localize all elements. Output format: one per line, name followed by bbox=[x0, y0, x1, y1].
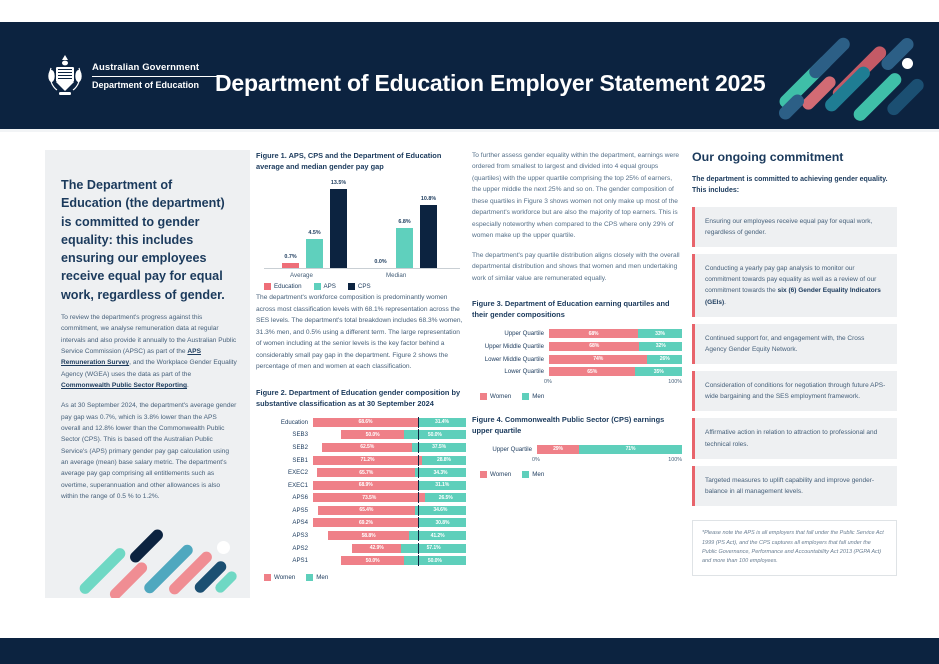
commitment-text-6: Targeted measures to uplift capability and improve gender-balance in all management levels. bbox=[705, 476, 875, 495]
figure2-row-aps1 bbox=[256, 555, 466, 566]
figure3-axis-min: 0% bbox=[544, 378, 552, 385]
figure2-chart bbox=[256, 417, 466, 582]
figure2-segment-women-aps4 bbox=[313, 518, 419, 527]
figure2-segment-women-seb1 bbox=[313, 456, 422, 465]
figure3-value-men-lower: 35% bbox=[653, 368, 664, 375]
figure3-title: Figure 3. Department of Education earning quartiles and their gender compositions bbox=[472, 299, 670, 320]
figure2-value-men-aps3: 41.2% bbox=[430, 532, 445, 539]
figure2-row-aps2 bbox=[256, 543, 466, 554]
figure2-segment-women-exec1 bbox=[313, 481, 418, 490]
figure1-legend-label-aps: APS bbox=[323, 283, 336, 291]
figure4-row-upper-quartile bbox=[472, 444, 682, 455]
figure1-label-education-average: 0.7% bbox=[284, 254, 297, 261]
figure1-bar-aps-median bbox=[396, 219, 413, 268]
figure2-label-seb2: SEB2 bbox=[292, 443, 308, 451]
figure2-row-aps3 bbox=[256, 530, 466, 541]
wordmark-divider bbox=[92, 76, 220, 77]
figure2-label-aps2: APS2 bbox=[292, 544, 308, 552]
commitment-text-1: Ensuring our employees receive equal pay for equal work, regardless of gender. bbox=[705, 217, 873, 236]
figure2-track-aps6 bbox=[313, 493, 466, 502]
figure2-segment-women-seb3 bbox=[341, 430, 403, 439]
figure4-track-upper-quartile bbox=[537, 445, 682, 454]
figure3-segment-men-lower bbox=[635, 367, 682, 376]
figure3-segment-men-upper bbox=[638, 329, 682, 338]
figure2-value-men-aps1: 50.0% bbox=[427, 557, 442, 564]
figure2-segment-men-exec2 bbox=[415, 468, 466, 477]
figure1-bar-cps-median bbox=[420, 196, 437, 268]
figure2-track-aps2 bbox=[313, 544, 466, 553]
left-p1-part-c: . bbox=[187, 381, 189, 389]
panel-decorative-stripes bbox=[45, 511, 250, 598]
figure1-label-aps-median: 6.8% bbox=[398, 219, 411, 226]
figure2-row-seb2 bbox=[256, 442, 466, 453]
figure2-segment-women-aps3 bbox=[328, 531, 409, 540]
figure1-legend-aps bbox=[314, 283, 336, 290]
figure2-segment-women-aps6 bbox=[313, 493, 425, 502]
figure2-value-men-exec2: 34.3% bbox=[433, 469, 448, 476]
third-paragraph-2: The department's pay quartile distribution aligns closely with the overall departmental distribution and shows that women and men undertaking work of similar value are remunerated equally. bbox=[472, 251, 680, 282]
figure2-row-aps4 bbox=[256, 517, 466, 528]
figure4-axis-min: 0% bbox=[532, 456, 540, 463]
figure4-axis-max: 100% bbox=[668, 456, 682, 463]
figure2-label-aps5: APS5 bbox=[292, 506, 308, 514]
figure4-value-women-upper: 29% bbox=[553, 446, 563, 453]
left-p1-part-b: , and the Workplace Gender Equality Agency (WGEA) uses the data as part of the bbox=[61, 359, 237, 378]
page-footer bbox=[0, 638, 939, 664]
figure1-legend-label-education: Education bbox=[274, 283, 302, 291]
figure1-title: Figure 1. APS, CPS and the Department of Education average and median gender pay gap bbox=[256, 151, 442, 172]
figure2-value-women-exec2: 65.7% bbox=[359, 469, 374, 476]
figure2-value-women-aps3: 58.8% bbox=[361, 532, 376, 539]
lead-statement: The Department of Education (the department) is committed to gender equality: this includes ensuring our employees receive equal pay for equal work, regardless of gender. bbox=[61, 178, 225, 302]
figure1-x-axis bbox=[264, 268, 460, 269]
figure3-value-women-upper-middle: 68% bbox=[589, 343, 600, 350]
figure2-legend-label-women: Women bbox=[274, 574, 296, 582]
commitment-text-2 bbox=[705, 263, 887, 308]
figure1-legend-label-cps: CPS bbox=[357, 283, 371, 291]
figure3-legend-men bbox=[522, 393, 544, 400]
figure2-segment-women-seb2 bbox=[322, 443, 412, 452]
figure2-track-aps4 bbox=[313, 518, 466, 527]
figure2-segment-men-aps4 bbox=[419, 518, 466, 527]
government-wordmark bbox=[92, 62, 220, 91]
figure2-segment-women-exec2 bbox=[317, 468, 415, 477]
figure2-title: Figure 2. Department of Education gender composition by substantive classification as at 30 September 2024 bbox=[256, 387, 461, 408]
figure3-segment-women-lower-middle bbox=[549, 355, 647, 364]
figure1-category-average: Average bbox=[290, 272, 313, 280]
figure2-track-seb2 bbox=[313, 443, 466, 452]
figure2-track-aps3 bbox=[313, 531, 466, 540]
column-figures-3-4 bbox=[472, 150, 683, 478]
commitment-item-5 bbox=[692, 418, 897, 458]
figure1-legend-education bbox=[264, 283, 302, 290]
middle-paragraph-1: The department's workforce composition is predominantly women across most classification levels with 68.1% representation across the SES levels. The department's total breakdown includes 68.3% women, 31.3% men, and 0.5% using a different term. The large representation of women including at the senior levels is the key factor behind a considerably small pay gap in the department. Figure 2 shows the percentage of men and women at each classification. bbox=[256, 294, 463, 371]
legend-swatch-women bbox=[264, 574, 271, 581]
figure2-value-men-education: 31.4% bbox=[434, 419, 449, 426]
column-figures-1-2 bbox=[256, 150, 466, 581]
legend-swatch-women bbox=[480, 393, 487, 400]
figure2-label-aps6: APS6 bbox=[292, 494, 308, 502]
figure3-segment-men-upper-middle bbox=[639, 342, 682, 351]
legend-swatch-women bbox=[480, 471, 487, 478]
figure2-row-aps6 bbox=[256, 492, 466, 503]
figure2-track-seb1 bbox=[313, 456, 466, 465]
figure2-track-exec1 bbox=[313, 481, 466, 490]
figure1-group-average bbox=[282, 180, 347, 268]
figure2-value-men-seb2: 37.5% bbox=[432, 444, 447, 451]
legend-swatch-cps bbox=[348, 283, 355, 290]
commitment-text-3: Continued support for, and engagement with, the Cross Agency Gender Equity Network. bbox=[705, 334, 865, 353]
figure3-label-upper-quartile: Upper Quartile bbox=[504, 330, 544, 338]
figure2-value-men-seb3: 50.0% bbox=[427, 431, 442, 438]
column-left bbox=[45, 150, 250, 598]
figure1-category-labels bbox=[264, 270, 460, 282]
figure3-value-men-upper: 33% bbox=[655, 330, 665, 337]
figure2-segment-men-aps2 bbox=[401, 544, 466, 553]
figure3-label-lower-quartile: Lower Quartile bbox=[504, 368, 544, 376]
figure2-label-exec1: EXEC1 bbox=[288, 481, 308, 489]
figure4-legend-women bbox=[480, 471, 511, 478]
figure1-chart bbox=[256, 180, 466, 292]
figure2-track-aps5 bbox=[313, 506, 466, 515]
figure2-segment-women-aps2 bbox=[352, 544, 401, 553]
figure2-segment-women-education bbox=[313, 418, 418, 427]
figure1-legend-cps bbox=[348, 283, 371, 290]
figure3-label-upper-middle-quartile: Upper Middle Quartile bbox=[484, 342, 544, 350]
left-p1-part-a: To review the department's progress against this commitment, we analyse remuneration data at regular intervals and also provide it annually to the Australian Public Service Commission (APSC) as part of the bbox=[61, 314, 237, 355]
legend-swatch-men bbox=[306, 574, 313, 581]
figure2-value-women-education: 68.6% bbox=[358, 419, 373, 426]
figure3-track-upper-quartile bbox=[549, 329, 682, 338]
figure2-segment-men-seb1 bbox=[422, 456, 466, 465]
commitment-item-4 bbox=[692, 371, 897, 411]
figure4-legend-label-women: Women bbox=[490, 470, 512, 478]
intro-panel bbox=[45, 150, 250, 598]
figure2-segment-men-education bbox=[418, 418, 466, 427]
figure3-value-women-lower-middle: 74% bbox=[593, 356, 604, 363]
figure2-label-aps3: APS3 bbox=[292, 532, 308, 540]
figure1-label-cps-median: 10.8% bbox=[420, 196, 437, 203]
figure1-label-education-median: 0.0% bbox=[374, 258, 387, 265]
figure2-track-aps1 bbox=[313, 556, 466, 565]
figure4-value-men-upper: 71% bbox=[625, 446, 636, 453]
figure3-legend-label-women: Women bbox=[490, 392, 512, 400]
figure2-row-seb1 bbox=[256, 455, 466, 466]
figure2-value-men-aps5: 34.6% bbox=[433, 507, 448, 514]
figure1-bar-cps-average bbox=[330, 180, 347, 268]
figure2-value-women-seb3: 50.0% bbox=[365, 431, 380, 438]
figure2-legend-women bbox=[264, 574, 295, 581]
figure3-segment-men-lower-middle bbox=[647, 355, 682, 364]
figure2-segment-men-seb3 bbox=[404, 430, 466, 439]
page-header bbox=[0, 22, 939, 129]
figure4-axis bbox=[472, 457, 682, 463]
figure3-label-lower-middle-quartile: Lower Middle Quartile bbox=[484, 355, 544, 363]
figure3-value-men-upper-middle: 32% bbox=[655, 343, 666, 350]
figure4-segment-women-upper bbox=[537, 445, 579, 454]
legend-swatch-education bbox=[264, 283, 271, 290]
figure1-group-median bbox=[372, 196, 437, 268]
figure2-segment-women-aps1 bbox=[341, 556, 403, 565]
figure3-segment-women-lower bbox=[549, 367, 635, 376]
legend-swatch-aps bbox=[314, 283, 321, 290]
figure3-track-lower-middle-quartile bbox=[549, 355, 682, 364]
figure2-value-men-exec1: 31.1% bbox=[435, 482, 450, 489]
header-underline bbox=[0, 129, 939, 132]
commitment-text-2-bold: six (6) Gender Equality Indicators (GEIs) bbox=[705, 287, 881, 306]
figure2-segment-men-aps5 bbox=[415, 506, 466, 515]
left-paragraph-1 bbox=[61, 312, 237, 391]
australian-government-crest-icon bbox=[45, 54, 85, 98]
figure4-label-upper-quartile: Upper Quartile bbox=[492, 445, 532, 453]
figure2-label-seb1: SEB1 bbox=[292, 456, 308, 464]
footnote-box bbox=[692, 520, 897, 576]
figure2-value-men-aps4: 30.8% bbox=[435, 519, 450, 526]
figure4-legend-men bbox=[522, 471, 544, 478]
figure2-value-men-seb1: 28.8% bbox=[436, 457, 451, 463]
commitment-text-5: Affirmative action in relation to attraction to professional and technical roles. bbox=[705, 429, 878, 448]
figure2-value-women-seb1: 71.2% bbox=[360, 457, 375, 463]
figure3-legend-label-men: Men bbox=[532, 392, 545, 400]
figure2-row-exec1 bbox=[256, 480, 466, 491]
left-body-copy bbox=[61, 312, 237, 511]
figure2-label-aps4: APS4 bbox=[292, 519, 308, 527]
figure2-legend-label-men: Men bbox=[316, 574, 329, 582]
commitment-text-2-b: . bbox=[724, 298, 726, 306]
figure3-legend-women bbox=[480, 393, 511, 400]
header-decorative-stripes bbox=[779, 22, 939, 129]
figure2-segment-men-aps6 bbox=[425, 493, 466, 502]
figure3-segment-women-upper-middle bbox=[549, 342, 639, 351]
legend-swatch-men bbox=[522, 393, 529, 400]
figure2-segment-men-aps1 bbox=[404, 556, 466, 565]
figure3-value-women-lower: 65% bbox=[587, 368, 598, 375]
legend-swatch-men bbox=[522, 471, 529, 478]
figure4-title: Figure 4. Commonwealth Public Sector (CPS) earnings upper quartile bbox=[472, 414, 665, 435]
figure2-value-men-aps6: 26.5% bbox=[438, 494, 453, 501]
figure1-bar-aps-average bbox=[306, 230, 323, 268]
figure2-row-exec2 bbox=[256, 467, 466, 478]
figure2-value-men-aps2: 57.1% bbox=[426, 545, 441, 552]
figure2-row-education bbox=[256, 417, 466, 428]
figure2-row-aps5 bbox=[256, 505, 466, 516]
figure1-legend bbox=[264, 283, 371, 290]
gov-line-2: Department of Education bbox=[92, 79, 200, 90]
figure3-axis bbox=[472, 379, 682, 385]
figure2-label-aps1: APS1 bbox=[292, 557, 308, 565]
figure4-segment-men-upper bbox=[579, 445, 682, 454]
figure2-value-women-seb2: 62.5% bbox=[360, 444, 375, 451]
footnote-text: *Please note the APS is all employers that fall under the Public Service Act 1999 (PS Act), and the CPS captures all employers that fall under the Public Governance, Performance and Accountability Act 2013 (PGPA Act) and more than 100 employees. bbox=[702, 530, 884, 565]
figure3-value-women-upper: 68% bbox=[588, 330, 599, 337]
page-title: Department of Education Employer Statement 2025 bbox=[215, 70, 766, 96]
figure3-legend bbox=[472, 393, 682, 400]
figure2-label-education: Education bbox=[280, 418, 308, 426]
third-paragraph-1: To further assess gender equality within the department, earnings were ordered from smallest to largest and divided into 4 equal groups (quartiles) with the upper quartile comprising the top 25% of earners, the upper middle the next 25% and so on. The gender composition of these quartiles in Figure 3 shows women not only make up most of the department's workforce but are also the majority of top earners. This is especially noteworthy when compared to the CPS where only 29% of women make up the upper quartile. bbox=[472, 152, 680, 240]
figure2-legend bbox=[256, 574, 466, 581]
figure2-label-seb3: SEB3 bbox=[292, 431, 308, 439]
figure2-track-exec2 bbox=[313, 468, 466, 477]
figure3-row-lower-quartile bbox=[472, 366, 682, 377]
commitment-text-2-a: Conducting a yearly pay gap analysis to monitor our commitment towards pay equality as well as a review of our commitment towards the bbox=[705, 265, 877, 295]
commitment-text-4: Consideration of conditions for negotiation through future APS-wide bargaining and the SES employment framework. bbox=[705, 382, 886, 401]
figure2-segment-men-exec1 bbox=[418, 481, 466, 490]
figure2-segment-men-seb2 bbox=[412, 443, 466, 452]
figure3-track-lower-quartile bbox=[549, 367, 682, 376]
figure3-row-upper-middle-quartile bbox=[472, 341, 682, 352]
figure3-segment-women-upper bbox=[549, 329, 638, 338]
figure2-label-exec2: EXEC2 bbox=[288, 469, 308, 477]
figure4-legend-label-men: Men bbox=[532, 470, 545, 478]
figure3-track-upper-middle-quartile bbox=[549, 342, 682, 351]
commonwealth-public-sector-reporting-link[interactable]: Commonwealth Public Sector Reporting bbox=[61, 381, 188, 389]
figure1-category-median: Median bbox=[386, 272, 407, 280]
column-commitments bbox=[692, 150, 897, 576]
figure1-plot-area bbox=[264, 180, 460, 268]
figure2-legend-men bbox=[306, 574, 328, 581]
commitment-item-1 bbox=[692, 207, 897, 247]
figure2-value-women-aps2: 42.9% bbox=[369, 545, 384, 552]
left-paragraph-2: As at 30 September 2024, the department's average gender pay gap was 0.7%, which is 3.8% lower than the APS overall and 12.8% lower than the Commonwealth Public Sector (CPS). This is based off the Australian Public Service's (APS) primary gender pay gap calculation using an average (mean) base salary metric. The department's average pay gap comprising all entitlements such as overtime, superannuation and other allowances is also within the range of 0.5 % to 1.2%. bbox=[61, 402, 237, 500]
commitment-item-3 bbox=[692, 324, 897, 364]
figure3-row-lower-middle-quartile bbox=[472, 354, 682, 365]
figure2-value-women-aps6: 73.5% bbox=[362, 494, 377, 501]
figure2-value-women-aps1: 50.0% bbox=[365, 557, 380, 564]
commitment-heading: Our ongoing commitment bbox=[692, 150, 844, 164]
figure2-value-women-aps5: 65.4% bbox=[359, 507, 374, 514]
figure2-value-women-aps4: 69.2% bbox=[358, 519, 373, 526]
figure3-chart bbox=[472, 328, 682, 399]
commitment-item-2 bbox=[692, 254, 897, 317]
gov-line-1: Australian Government bbox=[92, 62, 200, 73]
figure1-label-cps-average: 13.5% bbox=[330, 180, 347, 187]
figure3-row-upper-quartile bbox=[472, 328, 682, 339]
figure2-segment-women-aps5 bbox=[318, 506, 415, 515]
figure4-chart bbox=[472, 444, 682, 478]
figure1-label-aps-average: 4.5% bbox=[308, 230, 321, 237]
figure2-value-women-exec1: 68.9% bbox=[358, 482, 373, 489]
figure2-row-seb3 bbox=[256, 429, 466, 440]
figure3-value-men-lower-middle: 26% bbox=[659, 356, 670, 363]
commitment-intro: The department is committed to achieving gender equality. This includes: bbox=[692, 176, 888, 194]
figure2-track-seb3 bbox=[313, 430, 466, 439]
aps-remuneration-survey-link[interactable]: APS Remuneration Survey bbox=[61, 347, 201, 367]
commitment-item-6 bbox=[692, 466, 897, 506]
figure2-track-education bbox=[313, 418, 466, 427]
figure4-legend bbox=[472, 471, 682, 478]
figure3-axis-max: 100% bbox=[668, 378, 682, 385]
